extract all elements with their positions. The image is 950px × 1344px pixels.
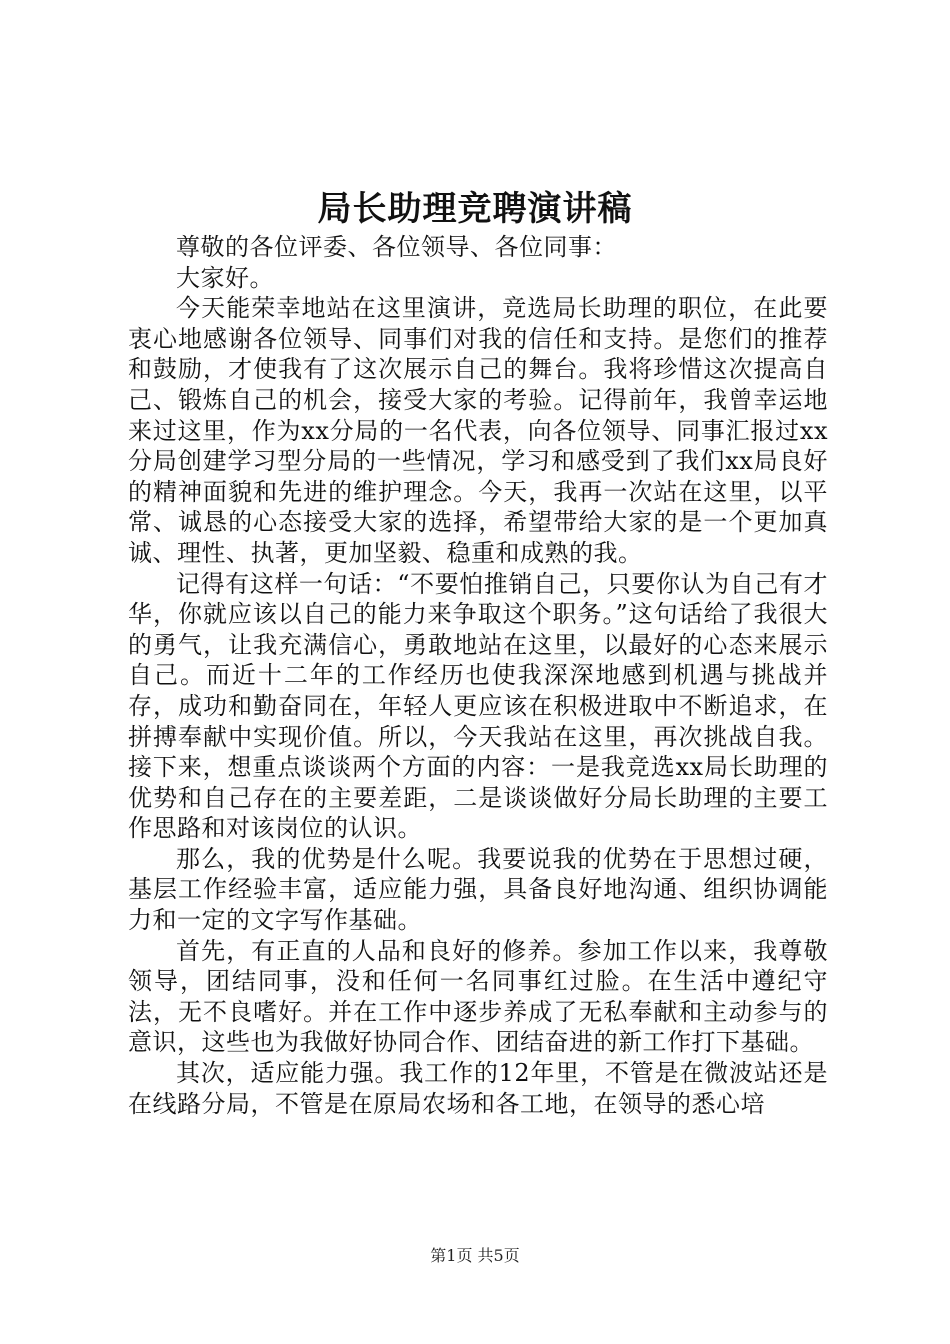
paragraph-greeting: 大家好。	[176, 263, 274, 292]
paragraph-first: 首先，有正直的人品和良好的修养。参加工作以来，我尊敬领导，团结同事，没和任何一名同事红过脸。在生活中遵纪守法，无不良嗜好。并在工作中逐步养成了无私奉献和主动参与的意识，这些也为我做好协同合作、团结奋进的新工作打下基础。	[128, 936, 828, 1057]
page-footer: 第1页 共5页	[430, 1246, 520, 1265]
document-title: 局长助理竞聘演讲稿	[317, 189, 633, 229]
paragraph-quote: 记得有这样一句话：“不要怕推销自己，只要你认为自己有才华，你就应该以自己的能力来争取这个职务。”这句话给了我很大的勇气，让我充满信心，勇敢地站在这里，以最好的心态来展示自己。而近十二年的工作经历也使我深深地感到机遇与挑战并存，成功和勤奋同在，年轻人更应该在积极进取中不断追求，在拼搏奉献中实现价值。所以，今天我站在这里，再次挑战自我。接下来，想重点谈谈两个方面的内容：一是我竞选xx局长助理的优势和自己存在的主要差距，二是谈谈做好分局长助理的主要工作思路和对该岗位的认识。	[128, 569, 828, 843]
paragraph-intro: 今天能荣幸地站在这里演讲，竞选局长助理的职位，在此要衷心地感谢各位领导、同事们对我的信任和支持。是您们的推荐和鼓励，才使我有了这次展示自己的舞台。我将珍惜这次提高自己、锻炼自己的机会，接受大家的考验。记得前年，我曾幸运地来过这里，作为xx分局的一名代表，向各位领导、同事汇报过xx分局创建学习型分局的一些情况，学习和感受到了我们xx局良好的精神面貌和先进的维护理念。今天，我再一次站在这里，以平常、诚恳的心态接受大家的选择，希望带给大家的是一个更加真诚、理性、执著，更加坚毅、稳重和成熟的我。	[128, 294, 828, 567]
paragraph-strengths: 那么，我的优势是什么呢。我要说我的优势在于思想过硬，基层工作经验丰富，适应能力强，具备良好地沟通、组织协调能力和一定的文字写作基础。	[128, 844, 828, 935]
paragraph-second: 其次，适应能力强。我工作的12年里，不管是在微波站还是在线路分局，不管是在原局农场和各工地，在领导的悉心培	[128, 1059, 828, 1118]
paragraph-salutation: 尊敬的各位评委、各位领导、各位同事：	[176, 233, 617, 261]
document-body	[128, 232, 828, 1119]
